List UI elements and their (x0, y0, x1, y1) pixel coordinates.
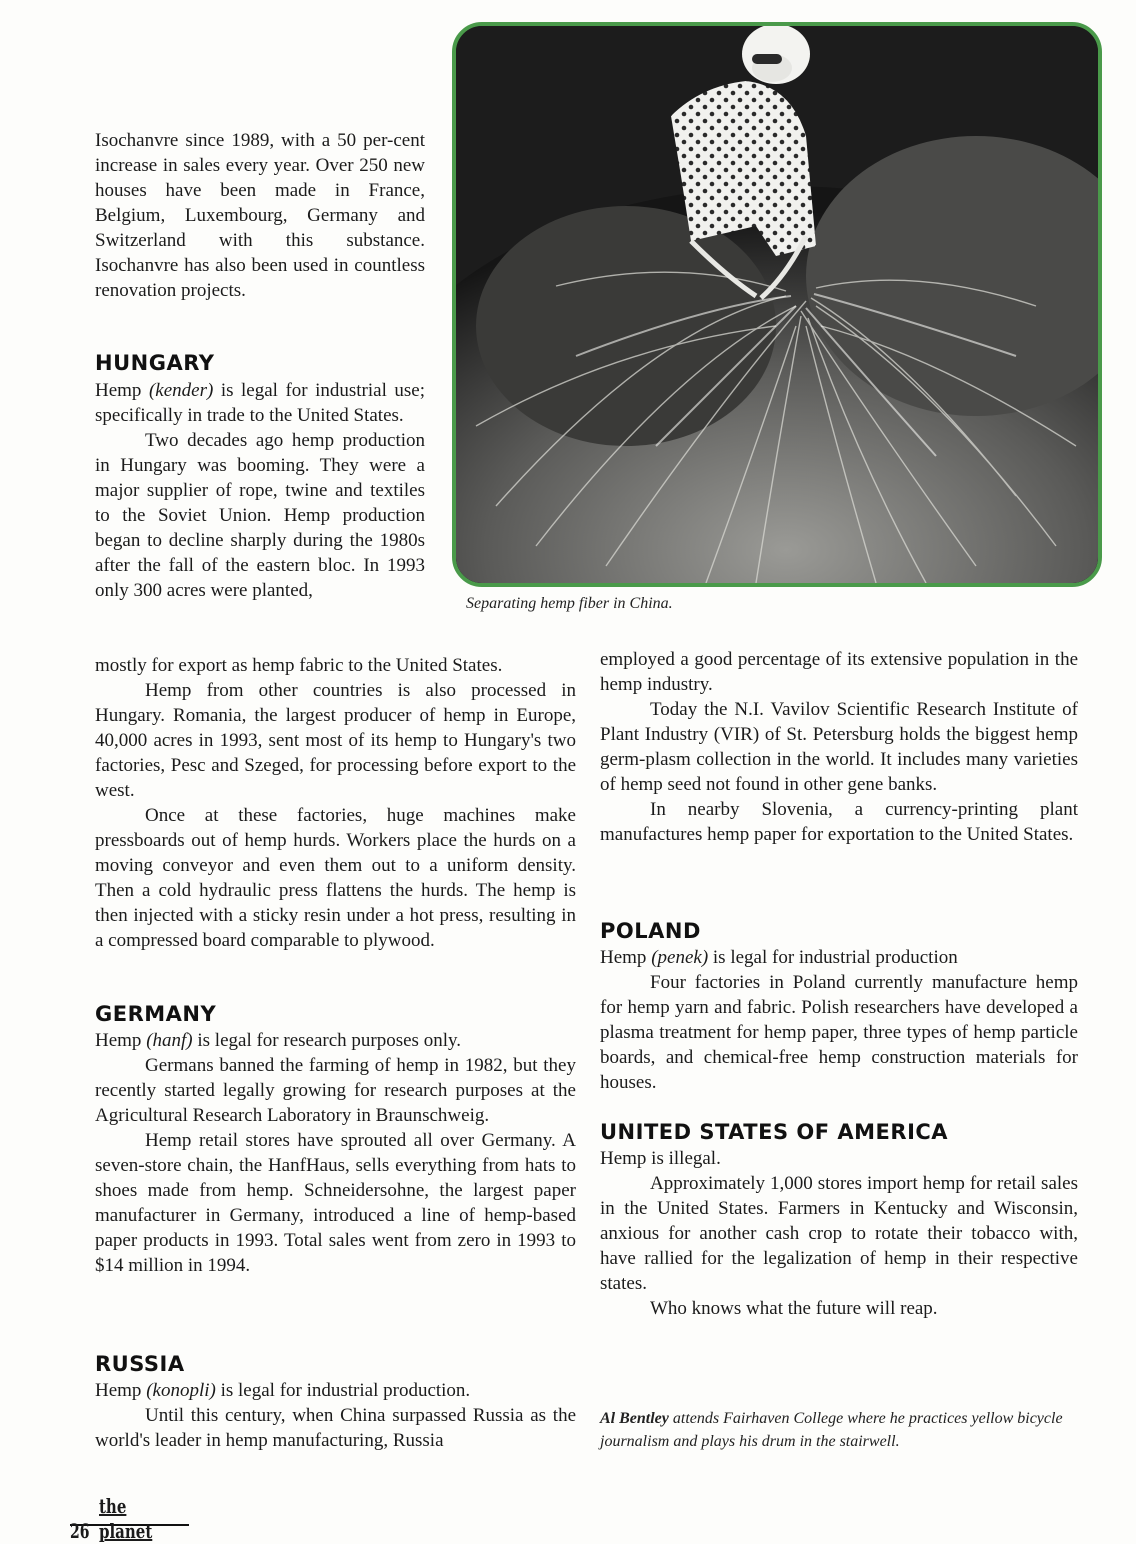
germany-section (95, 1028, 576, 1278)
author-name: Al Bentley (600, 1410, 669, 1427)
hemp-photo-image (456, 26, 1098, 583)
legal-suffix: is legal for industrial production. (215, 1380, 471, 1401)
usa-legal-status: Hemp is illegal. (600, 1148, 721, 1169)
heading-usa: UNITED STATES OF AMERICA (600, 1120, 949, 1144)
poland-paragraph-1: Four factories in Poland currently manufacture hemp for hemp yarn and fabric. Polish researchers have developed a plasma treatment for hemp paper, three types of hemp particle boards, and chemical-free hemp construction materials for houses. (600, 972, 1078, 1093)
usa-paragraph-1: Approximately 1,000 stores import hemp for retail sales in the United States. Farmers in Kentucky and Wisconsin, anxious for another cash crop to rotate their tobacco with, have rallied for the legalization of hemp in their respective states. (600, 1173, 1078, 1294)
intro-paragraph: Isochanvre since 1989, with a 50 per-cent increase in sales every year. Over 250 new houses have been made in France, Belgium, Luxembourg, Germany and Switzerland with this substance. Isochanvre has also been used in countless renovation projects. (95, 130, 425, 301)
legal-prefix: Hemp (95, 1030, 147, 1051)
hungary-top (95, 378, 425, 603)
russia-left (95, 1378, 576, 1453)
legal-prefix: Hemp (600, 947, 652, 968)
heading-poland: POLAND (600, 919, 701, 943)
usa-section (600, 1146, 1078, 1321)
legal-suffix: is legal for industrial use; specifically in trade to the United States. (95, 380, 425, 426)
page-footer (70, 1494, 189, 1543)
hungary-paragraph-2: Hemp from other countries is also processed in Hungary. Romania, the largest producer of hemp in Europe, 40,000 acres in 1993, sent most of its hemp to Hungary's two factories, Pesc and Szeged, for processing before export to the west. (95, 680, 576, 801)
heading-germany: GERMANY (95, 1002, 217, 1026)
page-number: 26 (70, 1519, 90, 1543)
russia-legal-status (95, 1378, 576, 1403)
hungary-paragraph-1-cont: mostly for export as hemp fabric to the United States. (95, 655, 503, 676)
hungary-legal-status (95, 378, 425, 428)
legal-term: (kender) (148, 380, 214, 401)
intro-text (95, 128, 425, 303)
author-bio (600, 1407, 1090, 1453)
russia-paragraph-1-cont: employed a good percentage of its extensive population in the hemp industry. (600, 649, 1078, 695)
legal-suffix: is legal for research purposes only. (192, 1030, 461, 1051)
hungary-bottom (95, 653, 576, 953)
germany-paragraph-1: Germans banned the farming of hemp in 1982, but they recently started legally growing for research purposes at the Agricultural Research Laboratory in Braunschweig. (95, 1055, 576, 1126)
legal-suffix: is legal for industrial production (708, 947, 958, 968)
legal-term: (konopli) (146, 1380, 216, 1401)
russia-right (600, 647, 1078, 847)
germany-legal-status (95, 1028, 576, 1053)
hungary-paragraph-3: Once at these factories, huge machines make pressboards out of hemp hurds. Workers place the hurds on a moving conveyor and even them out to a uniform density. Then a cold hydraulic press flattens the hurds. The hemp is then injected with a sticky resin under a hot press, resulting in a compressed board comparable to plywood. (95, 805, 576, 951)
russia-paragraph-3: In nearby Slovenia, a currency-printing plant manufactures hemp paper for exportation to the United States. (600, 799, 1078, 845)
poland-legal-status (600, 945, 1078, 970)
publication-name: the planet (98, 1494, 153, 1543)
poland-section (600, 945, 1078, 1095)
photo-caption: Separating hemp fiber in China. (466, 595, 673, 612)
russia-paragraph-2: Today the N.I. Vavilov Scientific Research Institute of Plant Industry (VIR) of St. Petersburg holds the biggest hemp germ-plasm collection in the world. It includes many varieties of hemp seed not found in other gene banks. (600, 699, 1078, 795)
russia-paragraph-1: Until this century, when China surpassed Russia as the world's leader in hemp manufacturing, Russia (95, 1405, 576, 1451)
heading-hungary: HUNGARY (95, 351, 215, 375)
legal-term: (penek) (651, 947, 709, 968)
hemp-photo (452, 22, 1102, 587)
legal-prefix: Hemp (95, 1380, 147, 1401)
heading-russia: RUSSIA (95, 1352, 185, 1376)
germany-paragraph-2: Hemp retail stores have sprouted all over Germany. A seven-store chain, the HanfHaus, sells everything from hats to shoes made from hemp. Schneidersohne, the largest paper manufacturer in Germany, introduced a line of hemp-based paper products in 1993. Total sales went from zero in 1993 to $14 million in 1994. (95, 1130, 576, 1276)
legal-term: (hanf) (146, 1030, 193, 1051)
author-bio-text: attends Fairhaven College where he practices yellow bicycle journalism and plays his drum in the stairwell. (600, 1410, 1063, 1450)
hungary-paragraph-1: Two decades ago hemp production in Hungary was booming. They were a major supplier of rope, twine and textiles to the Soviet Union. Hemp production began to decline sharply during the 1980s after the fall of the eastern bloc. In 1993 only 300 acres were planted, (95, 430, 425, 601)
usa-paragraph-2: Who knows what the future will reap. (650, 1298, 938, 1319)
legal-prefix: Hemp (95, 380, 149, 401)
